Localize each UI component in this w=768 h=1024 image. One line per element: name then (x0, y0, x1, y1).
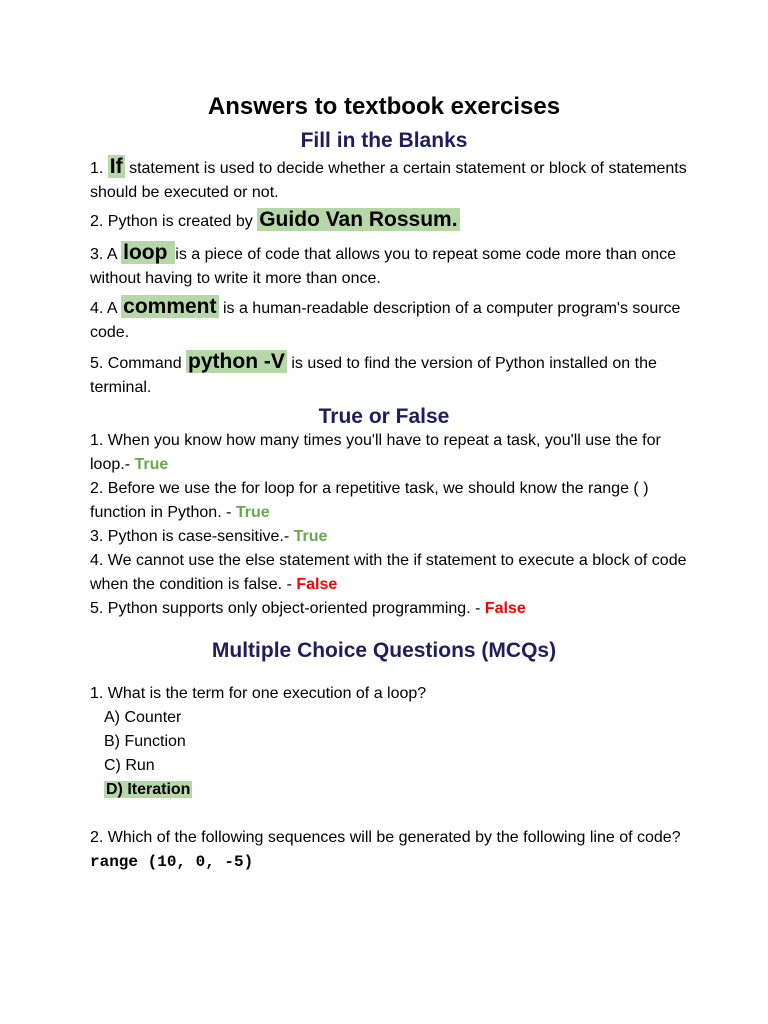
fill-blank-suffix: is a piece of code that allows you to repeat some code more than once without having to write it more than once. (90, 246, 677, 287)
mcq-option: A) Counter (104, 709, 182, 726)
true-false-text: 4. We cannot use the else statement with the if statement to execute a block of code when the condition is false. - (90, 552, 687, 593)
section-heading-true-false: True or False (318, 405, 450, 428)
fill-blank-item-4 (90, 295, 690, 345)
mcq-code-snippet: range (10, 0, -5) (90, 853, 254, 871)
fill-blank-suffix: is used to find the version of Python installed on the terminal. (90, 355, 657, 396)
fill-blank-answer: comment (123, 295, 217, 318)
mcq-option: C) Run (104, 757, 155, 774)
true-false-text: 2. Before we use the for loop for a repetitive task, we should know the range ( ) function in Python. - (90, 480, 649, 521)
true-false-answer: False (484, 600, 526, 617)
fill-blank-item-5 (90, 350, 690, 400)
mcq-answer-row (90, 778, 690, 802)
document-title: Answers to textbook exercises (207, 93, 561, 120)
fill-blank-answer: If (109, 155, 123, 178)
true-false-answer: False (296, 576, 338, 593)
mcq-option: B) Function (104, 733, 186, 750)
fill-blank-answer: Guido Van Rossum. (259, 208, 458, 231)
fill-blank-item-2 (90, 208, 690, 234)
true-false-item (90, 549, 690, 597)
fill-blank-prefix: 3. A (90, 246, 122, 263)
section-heading-mcq: Multiple Choice Questions (MCQs) (211, 639, 557, 662)
fill-blank-suffix: statement is used to decide whether a certain statement or block of statements should be executed or not. (90, 160, 687, 201)
true-false-text: 3. Python is case-sensitive.- (90, 528, 294, 545)
true-false-text: 1. When you know how many times you'll have to repeat a task, you'll use the for loop.- (90, 432, 661, 473)
true-false-text: 5. Python supports only object-oriented programming. - (90, 600, 485, 617)
fill-blank-item-1 (90, 155, 690, 205)
true-false-answer: True (235, 504, 270, 521)
mcq-question-text: 2. Which of the following sequences will be generated by the following line of code? (90, 829, 681, 846)
fill-blank-suffix: is a human-readable description of a computer program's source code. (90, 300, 681, 341)
fill-blank-prefix: 4. A (90, 300, 122, 317)
mcq-question-2 (90, 826, 690, 874)
true-false-answer: True (293, 528, 328, 545)
true-false-answer: True (134, 456, 169, 473)
fill-blank-answer: loop (123, 241, 174, 264)
true-false-item (90, 429, 690, 477)
mcq-answer: D) Iteration (106, 781, 191, 798)
fill-blank-prefix: 5. Command (90, 355, 187, 372)
true-false-item (90, 525, 690, 549)
fill-blank-prefix: 2. Python is created by (90, 213, 258, 230)
true-false-list (90, 429, 690, 621)
fill-blank-answer: python -V (188, 350, 285, 373)
true-false-item (90, 477, 690, 525)
mcq-question-1 (90, 682, 690, 802)
true-false-item (90, 597, 690, 621)
fill-blank-item-3 (90, 241, 690, 291)
section-heading-fill-blanks: Fill in the Blanks (300, 129, 468, 152)
fill-blank-prefix: 1. (90, 160, 108, 177)
mcq-question-text: 1. What is the term for one execution of a loop? (90, 685, 427, 702)
